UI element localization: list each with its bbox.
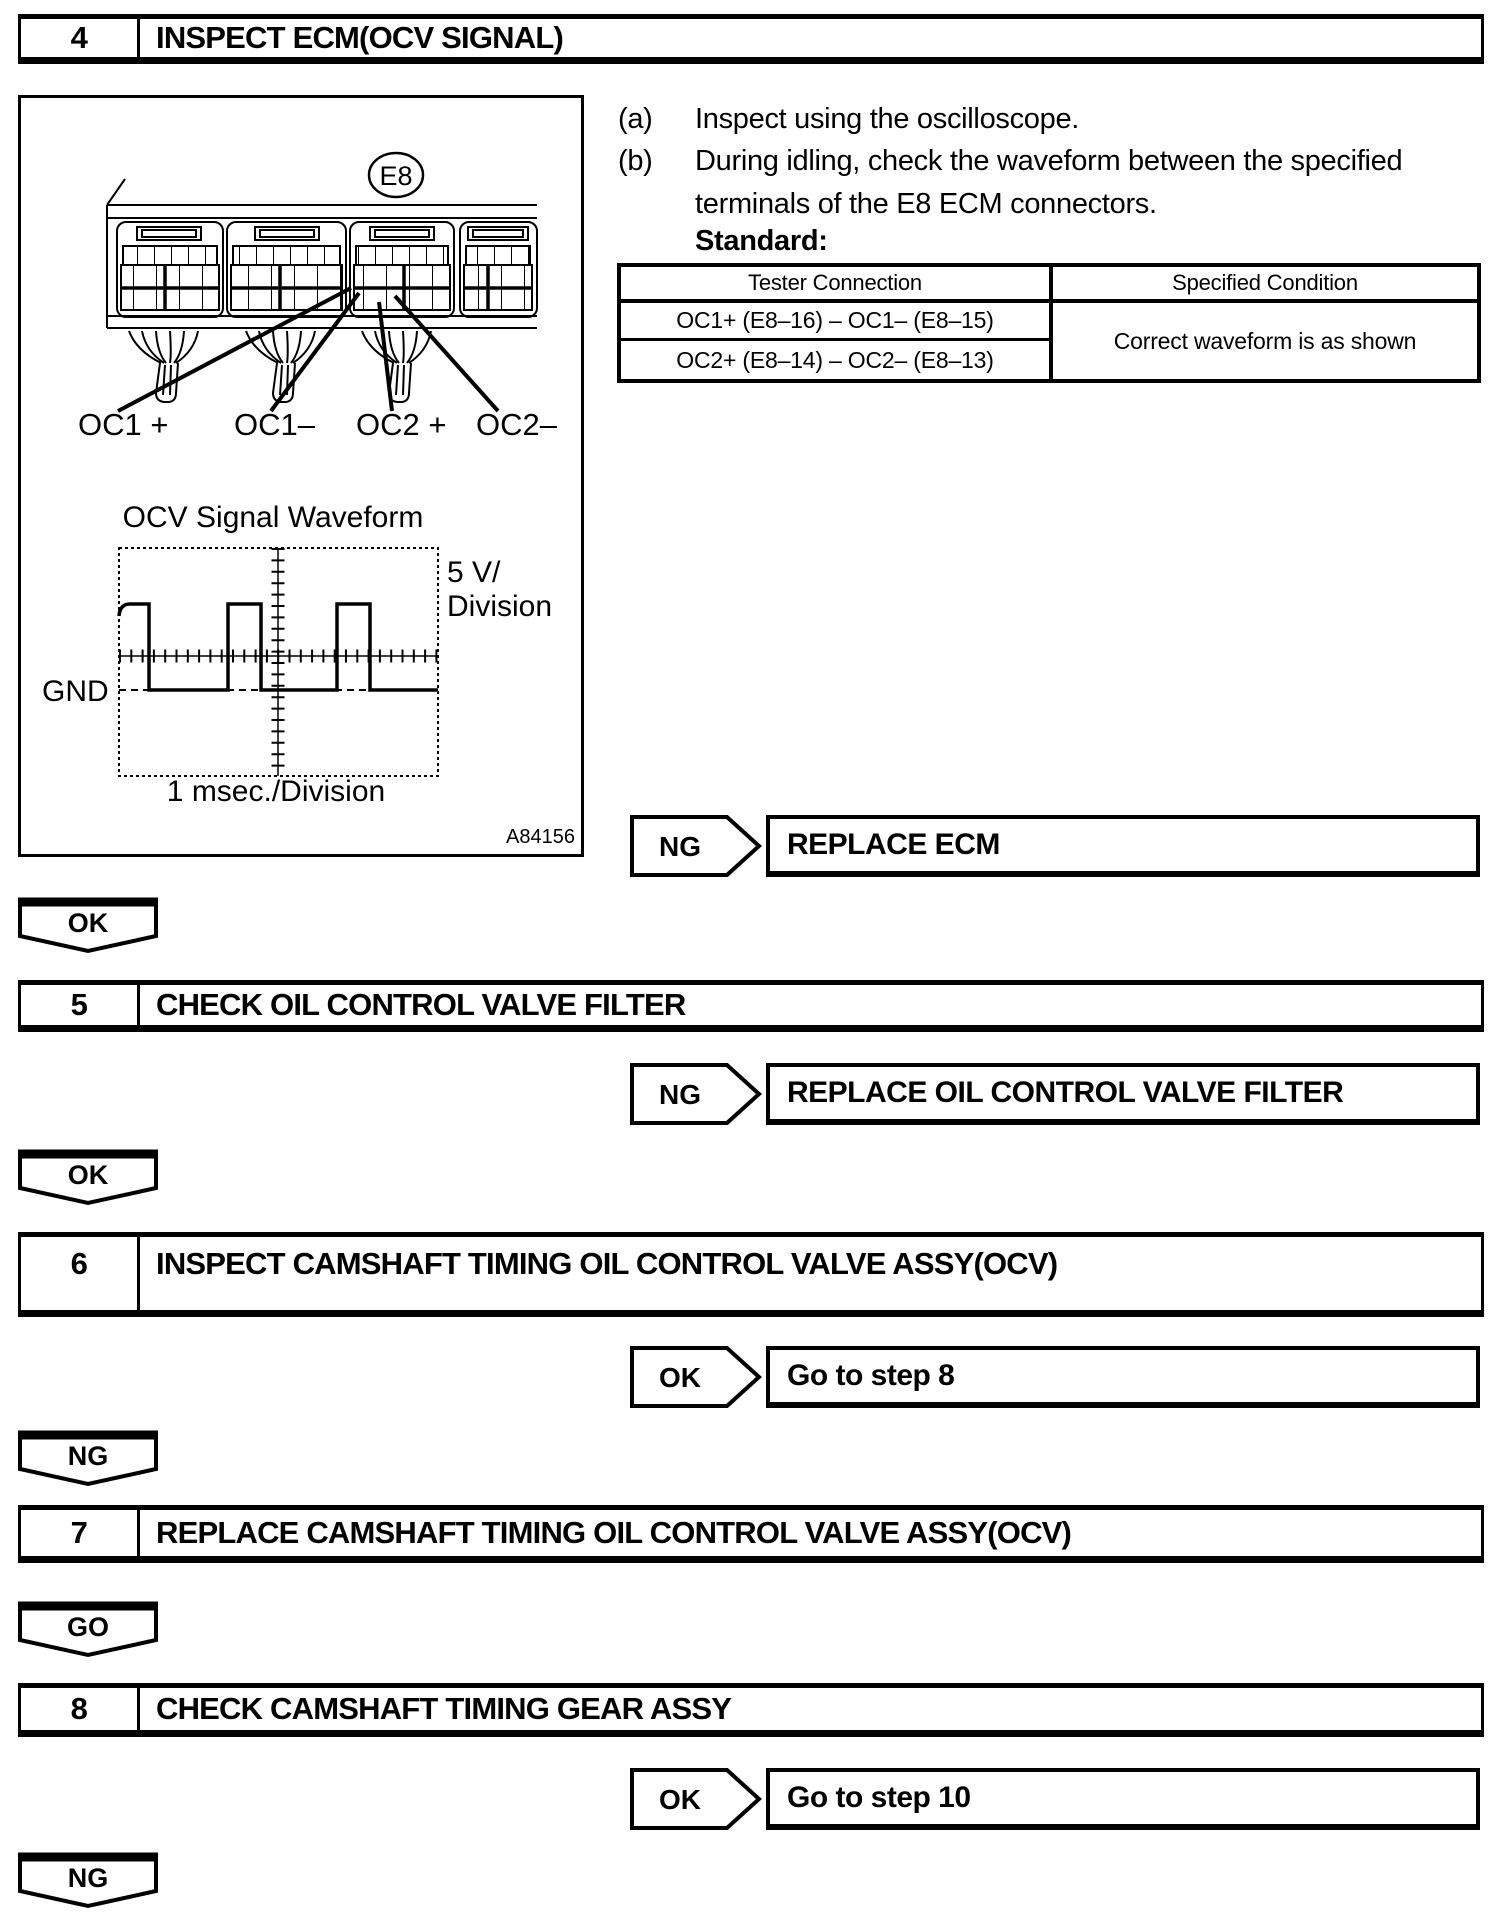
step-number-8: 8	[21, 1688, 140, 1730]
instruction-b-label: (b)	[618, 145, 653, 177]
go-connector	[18, 1600, 160, 1660]
instruction-a-label: (a)	[618, 103, 653, 135]
step-title-8: CHECK CAMSHAFT TIMING GEAR ASSY	[156, 1691, 732, 1726]
step-title-4: INSPECT ECM(OCV SIGNAL)	[156, 20, 564, 55]
gnd-label: GND	[42, 675, 109, 708]
branch-ok-go-to-step-8	[630, 1346, 1480, 1408]
ng-tag-arrow	[630, 815, 762, 877]
table-row-oc1: OC1+ (E8–16) – OC1– (E8–15)	[621, 303, 1053, 341]
step-title-5: CHECK OIL CONTROL VALVE FILTER	[156, 987, 686, 1022]
action-label: Go to step 8	[787, 1359, 955, 1392]
pin-label-oc1-minus: OC1–	[234, 407, 315, 442]
table-row-oc2: OC2+ (E8–14) – OC2– (E8–13)	[621, 341, 1053, 379]
action-box	[766, 1063, 1480, 1125]
ok-connector-2	[18, 1148, 160, 1208]
step-number-5: 5	[21, 985, 140, 1025]
step-header-8	[18, 1683, 1484, 1737]
branch-ng-replace-ocv-filter	[630, 1063, 1480, 1125]
ecm-connector-art	[107, 179, 537, 411]
figure-code: A84156	[506, 826, 575, 848]
volts-per-division-label-line2: Division	[447, 590, 553, 623]
ng-connector-label: NG	[67, 1863, 109, 1893]
ok-tag-arrow	[630, 1346, 762, 1408]
branch-ng-replace-ecm	[630, 815, 1480, 877]
figure-border	[20, 97, 583, 856]
step-number-7: 7	[21, 1510, 140, 1556]
pin-label-oc1-plus: OC1 +	[78, 407, 169, 442]
branch-ok-go-to-step-10	[630, 1768, 1480, 1830]
ecm-figure	[18, 95, 584, 857]
volts-per-division-label-line1: 5 V/	[447, 556, 501, 589]
step-header-5	[18, 980, 1484, 1032]
standard-label: Standard:	[695, 225, 828, 257]
pin-labels	[78, 407, 558, 442]
table-header-tester-connection: Tester Connection	[621, 267, 1053, 303]
pin-label-oc2-minus: OC2–	[476, 407, 557, 442]
step-title-6: INSPECT CAMSHAFT TIMING OIL CONTROL VALVE ASSY(OCV)	[156, 1246, 1058, 1281]
action-box	[766, 1768, 1480, 1830]
ng-connector-label: NG	[67, 1441, 109, 1471]
figure-box	[18, 95, 584, 857]
connector-id-callout	[369, 153, 423, 197]
step-header-7	[18, 1505, 1484, 1563]
ok-tag-arrow	[630, 1768, 762, 1830]
table-cell-condition: Correct waveform is as shown	[1113, 327, 1417, 354]
step-number-4: 4	[21, 19, 140, 57]
step-header-4	[18, 14, 1484, 64]
step-title-7: REPLACE CAMSHAFT TIMING OIL CONTROL VALVE ASSY(OCV)	[156, 1515, 1072, 1550]
action-box	[766, 1346, 1480, 1408]
go-connector-label: GO	[66, 1612, 110, 1642]
connector-id-label: E8	[379, 161, 413, 191]
ng-tag-label: NG	[659, 1079, 701, 1110]
ok-connector-label: OK	[67, 1160, 109, 1190]
ng-connector-2	[18, 1851, 160, 1911]
instruction-a-text: Inspect using the oscilloscope.	[695, 103, 1080, 135]
action-label: Go to step 10	[787, 1781, 971, 1814]
ng-connector-1	[18, 1429, 160, 1489]
instruction-item-a	[618, 98, 1484, 141]
action-label: REPLACE OIL CONTROL VALVE FILTER	[787, 1076, 1344, 1109]
ok-tag-label: OK	[659, 1784, 701, 1815]
step-header-6	[18, 1232, 1484, 1317]
instruction-b-text: During idling, check the waveform between the specified terminals of the E8 ECM connectors.	[695, 145, 1403, 220]
ok-connector-1	[18, 896, 160, 956]
spec-table	[617, 263, 1481, 383]
instruction-item-b	[618, 140, 1484, 226]
pin-label-oc2-plus: OC2 +	[356, 407, 447, 442]
ng-tag-arrow	[630, 1063, 762, 1125]
ok-connector-label: OK	[67, 908, 109, 938]
action-box	[766, 815, 1480, 877]
time-per-division-label: 1 msec./Division	[166, 775, 386, 808]
ok-tag-label: OK	[659, 1362, 701, 1393]
step-number-6: 6	[21, 1237, 140, 1310]
action-label: REPLACE ECM	[787, 828, 1000, 861]
ng-tag-label: NG	[659, 831, 701, 862]
oscilloscope-chart	[42, 501, 575, 848]
waveform-title: OCV Signal Waveform	[122, 501, 424, 534]
table-header-specified-condition: Specified Condition	[1053, 267, 1477, 303]
